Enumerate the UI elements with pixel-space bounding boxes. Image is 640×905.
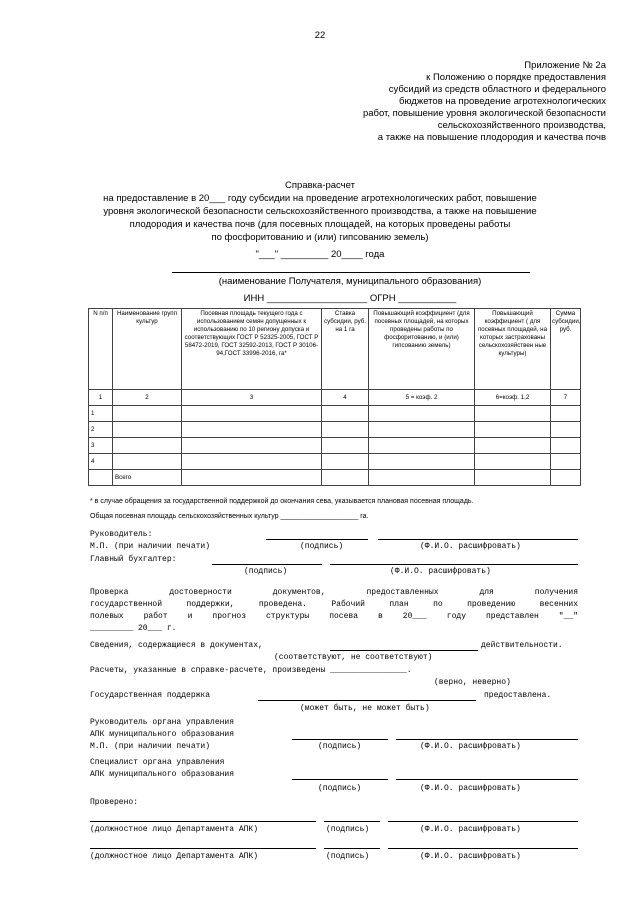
specialist-label: АПК муниципального образования [90, 770, 235, 779]
footnote: * в случае обращения за государственной поддержкой до окончания сева, указывается плановая посевная площадь. [90, 498, 474, 505]
title-line: плодородия и качества почв (для посевных площадей, на которых проведены работы [129, 219, 511, 230]
table-total-row [89, 470, 581, 486]
data-check-line[interactable] [330, 650, 478, 651]
recipient-line [172, 272, 530, 273]
table-index-cell: 2 [113, 390, 182, 406]
agency-head-label: Руководитель органа управления [90, 718, 235, 727]
official-fio-line[interactable] [388, 821, 578, 822]
table-header-cell: Сумма субсидии, руб. [551, 309, 581, 390]
appendix-line: бюджетов на проведение агротехнологических [398, 96, 606, 107]
total-area: Общая посевная площадь сельскохозяйственных культур ____________________ га. [90, 513, 369, 520]
table-header-cell: Наименование групп культур [113, 309, 182, 390]
signature-hint: (подпись) [244, 567, 288, 576]
table-row [89, 406, 581, 422]
table-cell[interactable] [369, 438, 475, 454]
table-header-cell: Повышающий коэффициент (для посевных площадей, на которых проведены работы по фосфоритованию, и (или) гипсованию земель) [369, 309, 475, 390]
appendix-line: работ, повышение уровня экологической безопасности [362, 108, 606, 119]
signature-hint: (подпись) [318, 742, 362, 751]
fio-hint: (Ф.И.О. расшифровать) [420, 852, 521, 861]
row-number: 2 [89, 422, 113, 438]
signature-hint: (подпись) [318, 784, 362, 793]
official-signature-line[interactable] [324, 821, 380, 822]
official-fio-line[interactable] [388, 848, 578, 849]
table-cell[interactable] [369, 454, 475, 470]
table-row [89, 454, 581, 470]
fio-hint: (Ф.И.О. расшифровать) [420, 784, 521, 793]
document-date: "___" _________ 20____ года [255, 249, 385, 260]
title-line: уровня экологической безопасности сельскохозяйственного производства, а также на повышение [103, 206, 537, 217]
specialist-fio-line[interactable] [396, 779, 578, 780]
agency-head-fio-line[interactable] [396, 739, 578, 740]
checked-label: Проверено: [90, 798, 139, 807]
appendix-line: а также на повышение плодородия и качества почв [377, 132, 606, 143]
table-cell[interactable] [551, 454, 581, 470]
specialist-signature-line[interactable] [292, 779, 388, 780]
signature-hint: (подпись) [326, 852, 370, 861]
table-cell[interactable] [113, 438, 182, 454]
official-hint: (должностное лицо Департамента АПК) [90, 852, 259, 861]
signature-hint: (подпись) [300, 542, 344, 551]
data-check-label: Сведения, содержащиеся в документах, [90, 641, 263, 650]
head-mp-label: М.П. (при наличии печати) [90, 542, 211, 551]
table-cell[interactable] [551, 470, 581, 486]
table-index-cell: 3 [182, 390, 322, 406]
table-index-cell: 6=коэф. 1,2 [475, 390, 551, 406]
row-number: 3 [89, 438, 113, 454]
specialist-label: Специалист органа управления [90, 758, 225, 767]
subsidy-table [88, 308, 581, 486]
table-cell[interactable] [322, 406, 369, 422]
row-number: 4 [89, 454, 113, 470]
head-signature-line[interactable] [266, 539, 368, 540]
row-number: 1 [89, 406, 113, 422]
official-position-line[interactable] [90, 821, 316, 822]
table-cell[interactable] [551, 422, 581, 438]
appendix-line: Приложение № 2а [524, 60, 606, 71]
table-cell[interactable] [113, 406, 182, 422]
table-cell[interactable] [322, 454, 369, 470]
support-line[interactable] [258, 700, 476, 701]
table-cell[interactable] [551, 438, 581, 454]
table-cell[interactable] [182, 422, 322, 438]
table-cell[interactable] [475, 406, 551, 422]
support-end: предоставлена. [484, 691, 552, 700]
fio-hint: (Ф.И.О. расшифровать) [420, 825, 521, 834]
verification-line: Проверка достоверности документов, предоставленных для получения [90, 588, 578, 597]
table-cell[interactable] [322, 470, 369, 486]
verification-line: государственной поддержки, проведена. Рабочий план по проведению весенних [90, 600, 578, 609]
table-cell[interactable] [475, 438, 551, 454]
accountant-signature-line[interactable] [212, 564, 322, 565]
table-header-cell: Посевная площадь текущего года с использованием семян допущенных к использованию по 10 региону допуска и соответствующих ГОСТ Р 52325-2005, ГОСТ Р 58472-2019, ГОСТ 32592-2013, ГОСТ Р 30106-94,ГОСТ 33996-2016, га* [182, 309, 322, 390]
head-label: Руководитель: [90, 530, 153, 539]
fio-hint: (Ф.И.О. расшифровать) [390, 567, 491, 576]
table-cell[interactable] [322, 422, 369, 438]
table-cell[interactable] [182, 454, 322, 470]
support-hint: (может быть, не может быть) [300, 704, 430, 713]
table-index-cell: 1 [89, 390, 113, 406]
title-line: на предоставление в 20___ году субсидии на проведение агротехнологических работ, повышение [103, 193, 537, 204]
calc-check-hint: (верно, неверно) [434, 678, 511, 687]
signature-hint: (подпись) [326, 825, 370, 834]
verification-date: _________ 20___ г. [90, 624, 177, 633]
agency-mp-label: М.П. (при наличии печати) [90, 742, 211, 751]
table-cell[interactable] [551, 406, 581, 422]
table-cell[interactable] [113, 422, 182, 438]
title-line: по фосфоритованию и (или) гипсованию земель) [211, 232, 429, 243]
table-cell[interactable] [475, 422, 551, 438]
agency-head-label: АПК муниципального образования [90, 730, 235, 739]
table-index-cell: 7 [551, 390, 581, 406]
table-cell[interactable] [475, 454, 551, 470]
table-header-cell: Ставка субсидии, руб. на 1 га [322, 309, 369, 390]
accountant-fio-line[interactable] [330, 564, 578, 565]
table-index-cell: 5 = коэф. 2 [369, 390, 475, 406]
table-cell [89, 470, 113, 486]
table-index-cell: 4 [322, 390, 369, 406]
total-label: Всего [113, 470, 182, 486]
support-label: Государственная поддержка [90, 691, 211, 700]
page-number: 22 [314, 30, 326, 41]
verification-line: полевых работ и прогноз структуры посева в 20___ году представлен "__" [90, 612, 578, 621]
table-header-row [89, 309, 581, 390]
table-index-row [89, 390, 581, 406]
inn-ogrn: ИНН ___________________ ОГРН ___________ [243, 293, 457, 304]
data-check-hint: (соответствуют, не соответствуют) [274, 653, 433, 662]
fio-hint: (Ф.И.О. расшифровать) [420, 742, 521, 751]
table-cell[interactable] [182, 438, 322, 454]
data-check-end: действительности. [481, 641, 563, 650]
table-cell[interactable] [369, 470, 475, 486]
table-cell[interactable] [369, 406, 475, 422]
head-fio-line[interactable] [378, 539, 578, 540]
table-row [89, 422, 581, 438]
document-heading: Справка-расчет [285, 180, 355, 191]
table-header-cell: Повышающий коэффициент ( для посевных площадей, на которых застрахованы сельскохозяйствен ные культуры) [475, 309, 551, 390]
table-cell[interactable] [322, 438, 369, 454]
table-row [89, 438, 581, 454]
fio-hint: (Ф.И.О. расшифровать) [420, 542, 521, 551]
table-cell[interactable] [369, 422, 475, 438]
table-cell[interactable] [475, 470, 551, 486]
appendix-line: к Положению о порядке предоставления [426, 72, 606, 83]
official-position-line[interactable] [90, 848, 316, 849]
accountant-label: Главный бухгалтер: [90, 555, 177, 564]
official-hint: (должностное лицо Департамента АПК) [90, 825, 259, 834]
table-cell[interactable] [182, 406, 322, 422]
appendix-line: сельскохозяйственного производства, [437, 120, 606, 131]
table-header-cell: N п/п [89, 309, 113, 390]
table-cell[interactable] [113, 454, 182, 470]
appendix-line: субсидий из средств областного и федерального [388, 84, 606, 95]
table-cell[interactable] [182, 470, 322, 486]
calc-check: Расчеты, указанные в справке-расчете, произведены ________________. [90, 666, 412, 675]
agency-head-signature-line[interactable] [292, 739, 388, 740]
recipient-label: (наименование Получателя, муниципального образования) [218, 276, 482, 287]
official-signature-line[interactable] [324, 848, 380, 849]
